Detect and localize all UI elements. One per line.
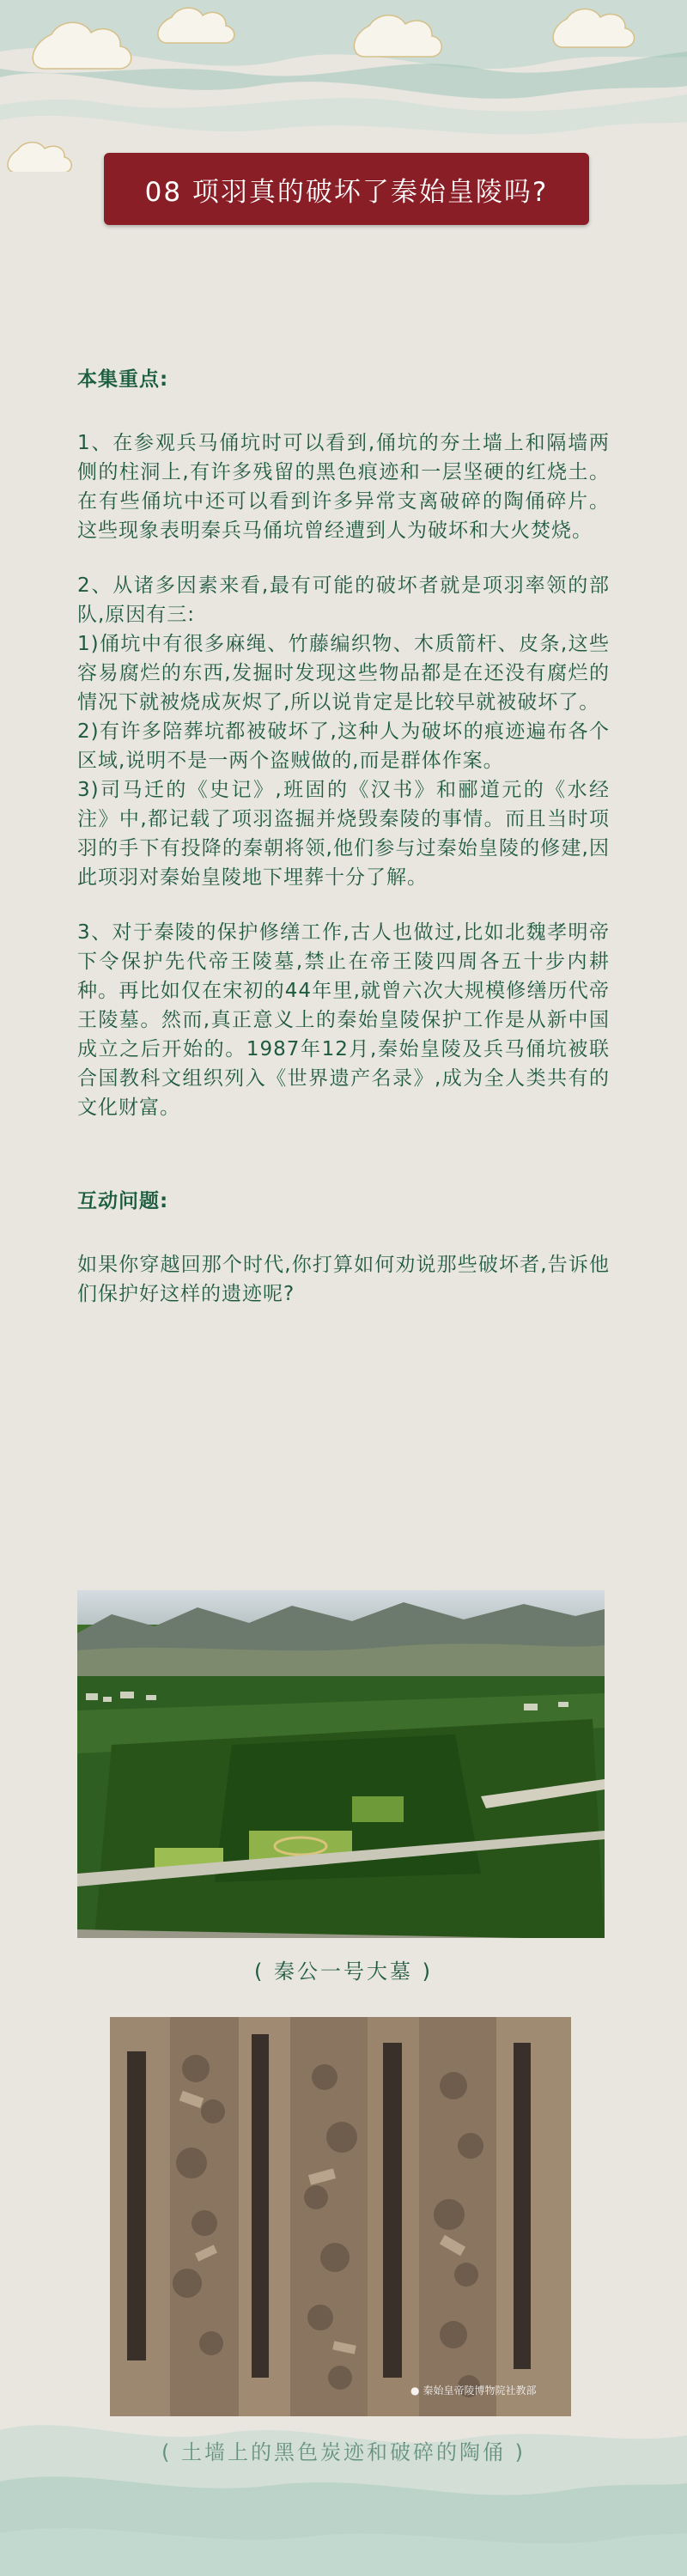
watermark bbox=[410, 2383, 537, 2397]
key-point-2-reason-c: 3)司马迁的《史记》,班固的《汉书》和郦道元的《水经注》中,都记载了项羽盗掘并烧毁秦陵的事情。而且当时项羽的手下有投降的秦朝将领,他们参与过秦始皇陵的修建,因此项羽对秦始皇陵地下埋葬十分了解。 bbox=[77, 779, 610, 889]
key-point-3: 3、对于秦陵的保护修缮工作,古人也做过,比如北魏孝明帝下令保护先代帝王陵墓,禁止在帝王陵四周各五十步内耕种。再比如仅在宋初的44年里,就曾六次大规模修缮历代帝王陵墓。然而,真正意义上的秦始皇陵保护工作是从新中国成立之后开始的。1987年12月,秦始皇陵及兵马俑坑被联合国教科文组织列入《世界遗产名录》,成为全人类共有的文化财富。 bbox=[77, 921, 610, 1119]
photo2-caption: ( 土墙上的黑色炭迹和破碎的陶俑 ) bbox=[161, 2440, 526, 2464]
terracotta-pit-photo bbox=[110, 2017, 571, 2416]
key-point-1: 1、在参观兵马俑坑时可以看到,俑坑的夯土墙上和隔墙两侧的柱洞上,有许多残留的黑色痕迹和一层坚硬的红烧土。在有些俑坑中还可以看到许多异常支离破碎的陶俑碎片。这些现象表明秦兵马俑坑曾经遭到人为破坏和大火焚烧。 bbox=[77, 432, 610, 542]
top-cloud-mountain-decoration bbox=[0, 0, 687, 172]
interaction-heading: 互动问题: bbox=[77, 1190, 169, 1212]
article-body bbox=[77, 365, 610, 1309]
photo1-caption: ( 秦公一号大墓 ) bbox=[254, 1959, 433, 1984]
page-title: 08 项羽真的破坏了秦始皇陵吗? bbox=[144, 176, 549, 208]
title-banner bbox=[104, 153, 589, 225]
bottom-wave-decoration bbox=[0, 2404, 687, 2576]
key-points-heading: 本集重点: bbox=[77, 368, 169, 391]
wechat-icon: ● bbox=[410, 2384, 420, 2397]
key-point-2-intro: 2、从诸多因素来看,最有可能的破坏者就是项羽率领的部队,原因有三: bbox=[77, 574, 610, 626]
watermark-text: 秦始皇帝陵博物院社教部 bbox=[423, 2385, 537, 2397]
tomb-aerial-photo bbox=[77, 1590, 605, 1938]
interaction-question: 如果你穿越回那个时代,你打算如何劝说那些破坏者,告诉他们保护好这样的遗迹呢? bbox=[77, 1254, 610, 1305]
key-point-2-reason-b: 2)有许多陪葬坑都被破坏了,这种人为破坏的痕迹遍布各个区域,说明不是一两个盗贼做的,而是群体作案。 bbox=[77, 720, 610, 772]
key-point-2-reason-a: 1)俑坑中有很多麻绳、竹藤编织物、木质箭杆、皮条,这些容易腐烂的东西,发掘时发现这些物品都是在还没有腐烂的情况下就被烧成灰烬了,所以说肯定是比较早就被破坏了。 bbox=[77, 633, 610, 714]
